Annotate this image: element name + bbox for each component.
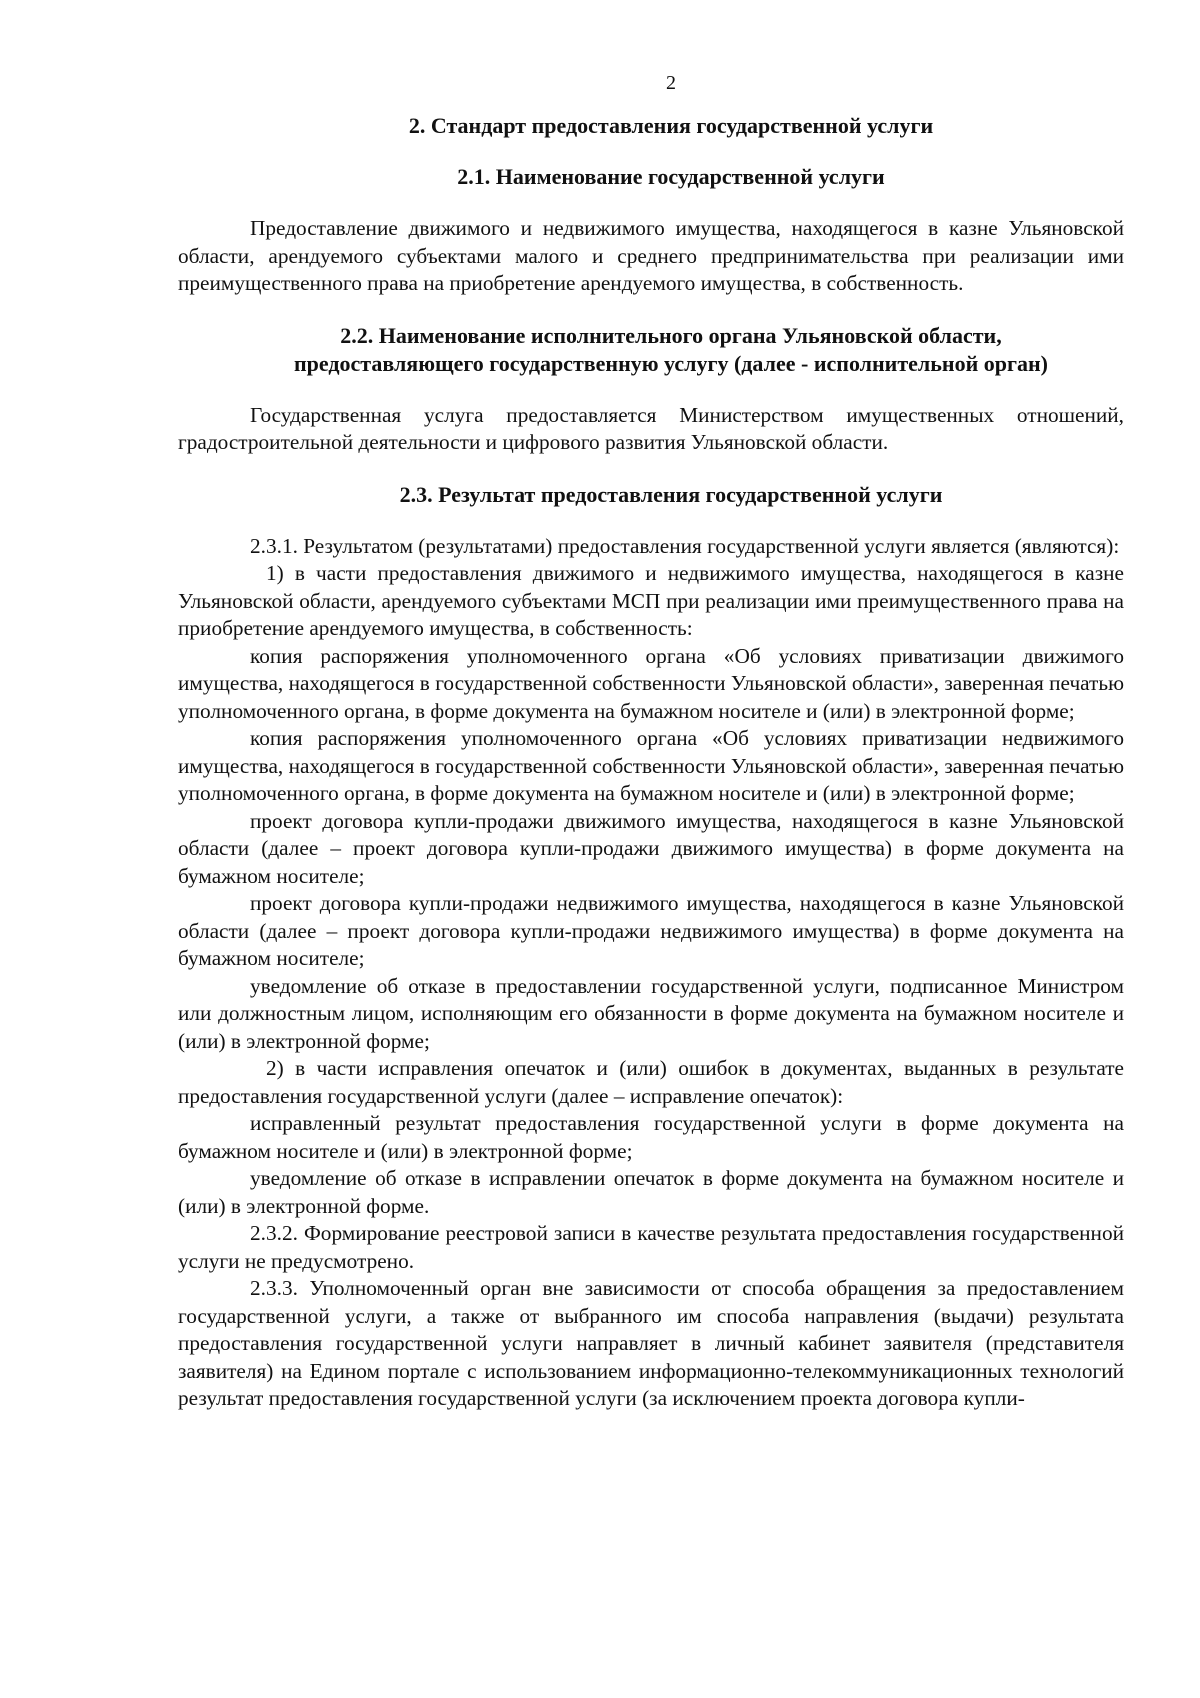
result-item: проект договора купли-продажи движимого имущества, находящегося в казне Ульяновской области (далее – проект договора купли-продажи движимого имущества) в форме документа на бумажном носителе; [178,808,1124,888]
heading-2-2 [178,322,1124,378]
list-item-1: 1) в части предоставления движимого и недвижимого имущества, находящегося в казне Ульяновской области, арендуемого субъектами МСП при реализации ими преимущественного права на приобретение арендуемого имущества, в собственность: [178,561,1124,640]
paragraph-2-1: Предоставление движимого и недвижимого имущества, находящегося в казне Ульяновской области, арендуемого субъектами малого и среднего предпринимательства при реализации ими преимущественного права на приобретение арендуемого имущества, в собственность. [178,216,1124,295]
list-item-2: 2) в части исправления опечаток и (или) ошибок в документах, выданных в результате предоставления государственной услуги (далее – исправление опечаток): [178,1056,1124,1108]
result-item: исправленный результат предоставления государственной услуги в форме документа на бумажном носителе и (или) в электронной форме; [178,1111,1124,1163]
result-item: уведомление об отказе в исправлении опечаток в форме документа на бумажном носителе и (или) в электронной форме. [178,1166,1124,1218]
result-item: уведомление об отказе в предоставлении государственной услуги, подписанное Министром или должностным лицом, исполняющим его обязанности в форме документа на бумажном носителе и (или) в электронной форме; [178,973,1124,1053]
paragraph-2-2: Государственная услуга предоставляется Министерством имущественных отношений, градостроительной деятельности и цифрового развития Ульяновской области. [178,402,1124,454]
paragraph-2-3-1: 2.3.1. Результатом (результатами) предоставления государственной услуги является (являются): [250,533,1120,558]
heading-2-2-line1: 2.2. Наименование исполнительного органа Ульяновской области, [340,322,1002,348]
heading-2-3: 2.3. Результат предоставления государственной услуги [399,481,943,507]
result-item: копия распоряжения уполномоченного органа «Об условиях приватизации движимого имущества, находящегося в государственной собственности Ульяновской области», заверенная печатью уполномоченного органа, в форме документа на бумажном носителе и (или) в электронной форме; [178,643,1124,723]
result-item: копия распоряжения уполномоченного органа «Об условиях приватизации недвижимого имущества, находящегося в государственной собственности Ульяновской области», заверенная печатью уполномоченного органа, в форме документа на бумажном носителе и (или) в электронной форме; [178,726,1124,805]
result-item: проект договора купли-продажи недвижимого имущества, находящегося в казне Ульяновской области (далее – проект договора купли-продажи недвижимого имущества) в форме документа на бумажном носителе; [178,891,1124,970]
heading-2-2-line2: предоставляющего государственную услугу (далее - исполнительной орган) [294,350,1048,376]
paragraph-2-3-2: 2.3.2. Формирование реестровой записи в качестве результата предоставления государственной услуги не предусмотрено. [178,1221,1124,1273]
paragraph-2-3-3: 2.3.3. Уполномоченный орган вне зависимости от способа обращения за предоставлением государственной услуги, а также от выбранного им способа направления (выдачи) результата предоставления государственной услуги направляет в личный кабинет заявителя (представителя заявителя) на Едином портале с использованием информационно-телекоммуникационных технологий результат предоставления государственной услуги (за исключением проекта договора купли- [178,1276,1124,1410]
page-number: 2 [666,72,676,94]
section-title: 2. Стандарт предоставления государственной услуги [408,112,934,138]
heading-2-1: 2.1. Наименование государственной услуги [457,164,885,189]
document-page [178,70,1124,1413]
